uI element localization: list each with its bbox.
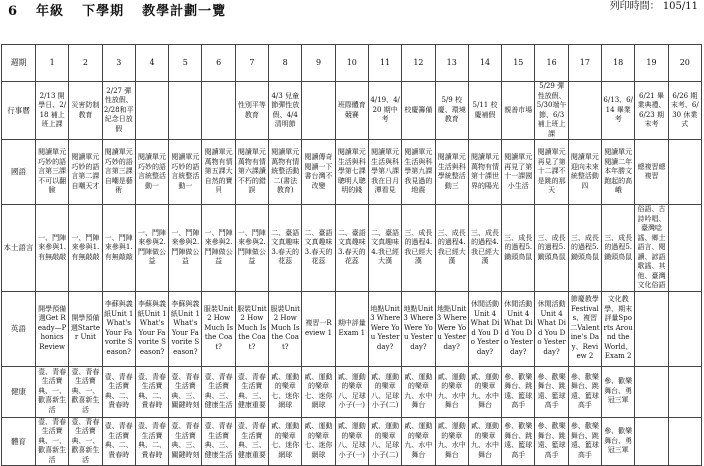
- row-header: 英語: [2, 291, 36, 366]
- plan-cell: 5/9 校慶、環境教育: [435, 82, 468, 140]
- plan-cell: 二、臺語文真趣味4.我已經大漢: [368, 205, 401, 292]
- row-header: 體育: [2, 417, 36, 466]
- week-number: 6: [202, 45, 235, 82]
- plan-cell: 閱讀單元生活與科學第九課我見過的地震: [402, 140, 435, 205]
- plan-cell: 閱讀單元巧妙的語言第三課不可以翻臉: [36, 140, 69, 205]
- plan-cell: 參、歡樂舞台、跳遠、籃球高手: [568, 366, 601, 417]
- plan-cell: 貳、運動的樂章九、水中舞台: [468, 417, 501, 466]
- plan-cell: 2/27 彈性放假、2/28和平紀念日放假: [102, 82, 135, 140]
- plan-cell: 閱讀單元再見了第十一課國小生活: [502, 140, 535, 205]
- plan-cell: 貳、運動的樂章九、水中舞台: [435, 417, 468, 466]
- plan-cell: 6/21 畢業典禮、6/23 期末考: [635, 82, 668, 140]
- plan-cell: 閱讀單元再見了第十二課不是跳的那天: [535, 140, 568, 205]
- week-number: 8: [269, 45, 302, 82]
- plan-cell: 三、成長的過程5.鋤頭鳥鼠: [602, 205, 635, 292]
- plan-cell: 貳、運動的樂章九、水中舞台: [468, 366, 501, 417]
- plan-cell: 閱讀單元萬物有情第十課世界的陽光: [468, 140, 501, 205]
- plan-cell: 參、歡樂舞台、勇冠三軍: [602, 417, 635, 466]
- week-number: 4: [135, 45, 168, 82]
- week-number: 1: [36, 45, 69, 82]
- plan-cell: 地點Unit 3 Where Were You Yesterday?: [435, 291, 468, 366]
- plan-cell: [668, 205, 701, 292]
- plan-cell: 一、鬥陣來參與2.鬥陣做公益: [202, 205, 235, 292]
- plan-cell: 4/3 兒童節彈性放假、4/4清明節: [269, 82, 302, 140]
- plan-cell: 節慶教學Festivals、複習二Valentine's Day、Review 2: [568, 291, 601, 366]
- pe-row: [2, 417, 702, 466]
- plan-cell: [169, 82, 202, 140]
- plan-cell: 三、成長的過程4.我已經大漢: [468, 205, 501, 292]
- plan-cell: 閱讀單元巧妙的語言第三課自嘲是藝術: [102, 140, 135, 205]
- plan-cell: 三、成長的過程5.鋤頭鳥鼠: [568, 205, 601, 292]
- plan-cell: 服裝Unit 2 How Much Is the Coat?: [202, 291, 235, 366]
- plan-cell: 性別平等教育: [235, 82, 268, 140]
- plan-cell: [635, 291, 668, 366]
- plan-cell: 壹、青春生活寶典、三、關鍵時刻: [169, 366, 202, 417]
- row-header: 行事曆: [2, 82, 36, 140]
- local-language-row: [2, 205, 702, 292]
- plan-cell: [135, 82, 168, 140]
- plan-cell: 班際體育競賽: [335, 82, 368, 140]
- plan-cell: 壹、青春生活寶典、三、健康生活: [202, 366, 235, 417]
- plan-cell: [568, 82, 601, 140]
- plan-cell: 貳、運動的樂章九、水中舞台: [402, 417, 435, 466]
- grade-label: 年級: [36, 4, 65, 19]
- week-number: 15: [502, 45, 535, 82]
- plan-cell: 校慶籌備: [402, 82, 435, 140]
- week-number: 20: [668, 45, 701, 82]
- english-row: [2, 291, 702, 366]
- plan-cell: 參、歡樂舞台、跳遠、籃球高手: [502, 366, 535, 417]
- plan-cell: 親善市場: [502, 82, 535, 140]
- plan-cell: [668, 140, 701, 205]
- plan-cell: 壹、青春生活寶典、三、健康重要: [235, 366, 268, 417]
- plan-cell: 一、鬥陣來參與1.有無敲敲: [36, 205, 69, 292]
- plan-cell: 壹、青春生活寶典、一、歡喜新生活: [69, 366, 102, 417]
- row-header: 週期: [2, 45, 36, 82]
- plan-cell: 壹、青春生活寶典、一、歡喜新生活: [36, 417, 69, 466]
- chinese-row: [2, 140, 702, 205]
- plan-cell: 開學預備週Get Ready—Phonics Review: [36, 291, 69, 366]
- plan-cell: 三、成長的過程4.我已經大漢: [435, 205, 468, 292]
- document-heading: [8, 0, 244, 19]
- week-number: 14: [468, 45, 501, 82]
- row-header: 本土語言: [2, 205, 36, 292]
- plan-cell: [635, 417, 668, 466]
- plan-cell: [668, 291, 701, 366]
- week-number: 5: [169, 45, 202, 82]
- plan-cell: 休閒活動Unit 4 What Did You Do Yesterday?: [535, 291, 568, 366]
- plan-cell: 貳、運動的樂章九、水中舞台: [435, 366, 468, 417]
- health-row: [2, 366, 702, 417]
- plan-cell: 二、臺語文真趣味3.春天的花蕊: [302, 205, 335, 292]
- plan-cell: 閱讀單元萬物有情統整活動二(書法教育): [269, 140, 302, 205]
- plan-cell: 地點Unit 3 Where Were You Yesterday?: [402, 291, 435, 366]
- plan-cell: 閱讀單元迎向未來統整活動四: [568, 140, 601, 205]
- week-number: 11: [368, 45, 401, 82]
- plan-cell: 壹、青春生活寶典、三、關鍵時刻: [169, 417, 202, 466]
- plan-cell: 閱讀單元巧妙的語言統整活動一: [135, 140, 168, 205]
- plan-cell: 壹、青春生活寶典、一、歡喜新生活: [36, 366, 69, 417]
- plan-cell: 一、鬥陣來參與2.鬥陣做公益: [135, 205, 168, 292]
- plan-cell: 李蘇與義紙Unit 1 What's Your Favorite Season?: [102, 291, 135, 366]
- plan-cell: 貳、運動的樂章八、足球小子(二): [368, 417, 401, 466]
- plan-cell: 三、成長的過程4.我已經大漢: [402, 205, 435, 292]
- week-number: 17: [568, 45, 601, 82]
- plan-cell: 開學預備週Starter Unit: [69, 291, 102, 366]
- week-number: 19: [635, 45, 668, 82]
- plan-cell: 李蘇與義紙Unit 1 What's Your Favorite Season?: [135, 291, 168, 366]
- plan-cell: 貳、運動的樂章八、足球小子(一): [335, 366, 368, 417]
- calendar-row: [2, 82, 702, 140]
- plan-cell: 閱讀單元生活與科學第七課聰明人聰明的錢: [335, 140, 368, 205]
- plan-cell: [202, 82, 235, 140]
- plan-cell: 休閒活動Unit 4 What Did You Do Yesterday?: [502, 291, 535, 366]
- plan-cell: 貳、運動的樂章七、迷你網球: [302, 417, 335, 466]
- plan-cell: 閱讀單元巧妙的語言第二課自嘲天才: [69, 140, 102, 205]
- plan-cell: 貳、運動的樂章七、迷你網球: [269, 417, 302, 466]
- plan-cell: 壹、青春生活寶典、三、健康重要: [235, 417, 268, 466]
- plan-cell: 貳、運動的樂章八、足球小子(二): [368, 366, 401, 417]
- week-number: 13: [435, 45, 468, 82]
- plan-cell: 參、歡樂舞台、跳遠、籃球高手: [535, 366, 568, 417]
- plan-cell: 貳、運動的樂章七、迷你網球: [269, 366, 302, 417]
- plan-cell: 二、臺語文真趣味3.春天的花蕊: [269, 205, 302, 292]
- plan-cell: 李蘇與義紙Unit 1 What's Your Favorite Season?: [169, 291, 202, 366]
- week-number: 9: [302, 45, 335, 82]
- plan-cell: 壹、青春生活寶典、三、健康生活: [202, 417, 235, 466]
- row-header: 健康: [2, 366, 36, 417]
- plan-cell: 一、鬥陣來參與1.有無敲敲: [69, 205, 102, 292]
- grade-number: 6: [8, 4, 19, 19]
- plan-cell: 期中評量Exam 1: [335, 291, 368, 366]
- plan-cell: [668, 417, 701, 466]
- plan-cell: 服裝Unit 2 How Much Is the Coat?: [235, 291, 268, 366]
- plan-cell: 三、成長的過程5.鋤頭鳥鼠: [535, 205, 568, 292]
- plan-cell: 閱讀單元萬物有情第五課大自然的寶貝: [202, 140, 235, 205]
- plan-cell: [302, 82, 335, 140]
- plan-cell: 閱讀單元巧妙的語言統整活動一: [169, 140, 202, 205]
- plan-cell: 參、歡樂舞台、跳遠、籃球高手: [502, 417, 535, 466]
- plan-cell: 文化教學、期末評量Sports Around the World、Exam 2: [602, 291, 635, 366]
- week-row: [2, 45, 702, 82]
- plan-cell: [635, 366, 668, 417]
- teaching-plan-table: [1, 44, 702, 466]
- plan-cell: 貳、運動的樂章八、足球小子(一): [335, 417, 368, 466]
- plan-cell: 地點Unit 3 Where Were You Yesterday?: [368, 291, 401, 366]
- plan-cell: 參、歡樂舞台、勇冠三軍: [602, 366, 635, 417]
- plan-cell: 壹、青春生活寶典、二、貴春時: [135, 417, 168, 466]
- plan-cell: 總複習總複習: [635, 140, 668, 205]
- plan-cell: 災害防制教育: [69, 82, 102, 140]
- plan-cell: 一、鬥陣來參與1.有無敲敲: [102, 205, 135, 292]
- plan-cell: 閱讀單元生活與科學統整活動三: [435, 140, 468, 205]
- plan-cell: 2/13 開學日、2/18 補上班上課: [36, 82, 69, 140]
- week-number: 7: [235, 45, 268, 82]
- week-number: 18: [602, 45, 635, 82]
- plan-cell: 6/26 期末考、6/30 休業式: [668, 82, 701, 140]
- week-number: 2: [69, 45, 102, 82]
- plan-cell: 服裝Unit 2 How Much Is the Coat?: [269, 291, 302, 366]
- plan-cell: 俗語、古詩吟唱、臺灣唸謠、鄉土語言、閱讀、諺語歌謠、其他、臺灣文化俗語: [635, 205, 668, 292]
- plan-cell: 複習一Review 1: [302, 291, 335, 366]
- plan-cell: 三、成長的過程5.鋤頭鳥鼠: [502, 205, 535, 292]
- plan-cell: 一、鬥陣來參與2.鬥陣做公益: [235, 205, 268, 292]
- plan-cell: 閱讀單元萬物有情第六課讀不朽的錯誤: [235, 140, 268, 205]
- document-title: 教學計劃一覽: [142, 4, 227, 19]
- plan-cell: 閱讀單元生活與科學第八課我在日月潭看見: [368, 140, 401, 205]
- week-number: 12: [402, 45, 435, 82]
- week-number: 3: [102, 45, 135, 82]
- plan-cell: 閱讀傳奇閱讀一下書台灣不改變: [302, 140, 335, 205]
- plan-cell: 5/11 校慶補假: [468, 82, 501, 140]
- plan-cell: 壹、青春生活寶典、一、歡喜新生活: [69, 417, 102, 466]
- week-number: 16: [535, 45, 568, 82]
- plan-cell: 5/29 彈性放假、5/30端午節、6/3補上班上課: [536, 82, 567, 138]
- plan-cell: [668, 366, 701, 417]
- plan-cell: 壹、青春生活寶典、二、貴春時: [102, 366, 135, 417]
- plan-cell: 4/19、4/20 期中考: [368, 82, 401, 140]
- plan-cell: 參、歡樂舞台、跳遠、籃球高手: [535, 417, 568, 466]
- plan-cell: 貳、運動的樂章九、水中舞台: [402, 366, 435, 417]
- week-number: 10: [335, 45, 368, 82]
- row-header: 國語: [2, 140, 36, 205]
- plan-cell: 壹、青春生活寶典、二、貴春時: [102, 417, 135, 466]
- plan-cell: 壹、青春生活寶典、二、貴春時: [135, 366, 168, 417]
- plan-cell: 參、歡樂舞台、跳遠、籃球高手: [568, 417, 601, 466]
- plan-cell: 一、鬥陣來參與2.鬥陣做公益: [169, 205, 202, 292]
- print-time: 列印時間： 105/11: [609, 1, 698, 12]
- semester-label: 下學期: [82, 4, 125, 19]
- plan-cell: 休閒活動Unit 4 What Did You Do Yesterday?: [468, 291, 501, 366]
- plan-cell: 二、臺語文真趣味3.春天的花蕊: [335, 205, 368, 292]
- plan-cell: 貳、運動的樂章七、迷你網球: [302, 366, 335, 417]
- plan-cell: 閱讀單元閱讀二年本年勝文跑起的高峨: [602, 140, 635, 205]
- plan-cell: 6/13、6/14 畢業考: [602, 82, 635, 140]
